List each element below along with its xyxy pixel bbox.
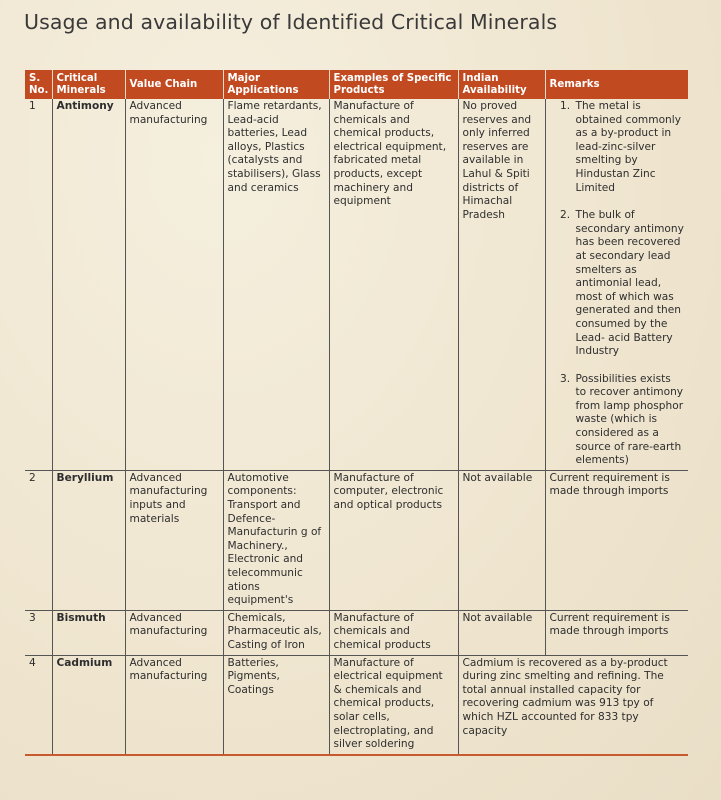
cell-value-chain: Advanced manufacturing inputs and materials — [125, 470, 223, 610]
remarks-list — [550, 100, 685, 468]
remark-item: 3. Possibilities exists to recover antimony from lamp phosphor waste (which is considered as a source of rare-earth elements) — [574, 373, 685, 468]
header-sno: S. No. — [25, 70, 52, 99]
cell-availability: Not available — [458, 610, 545, 655]
cell-availability: No proved reserves and only inferred reserves are available in Lahul & Spiti districts of Himachal Pradesh — [458, 99, 545, 470]
header-critical-minerals: Critical Minerals — [52, 70, 125, 99]
cell-applications: Flame retardants, Lead-acid batteries, Lead alloys, Plastics (catalysts and stabilisers), Glass and ceramics — [223, 99, 329, 470]
cell-sno: 1 — [25, 99, 52, 470]
cell-remarks: Current requirement is made through imports — [545, 470, 688, 610]
header-value-chain: Value Chain — [125, 70, 223, 99]
cell-examples: Manufacture of electrical equipment & chemicals and chemical products, solar cells, electroplating, and silver soldering — [329, 655, 458, 755]
cell-value-chain: Advanced manufacturing — [125, 655, 223, 755]
remark-item: 2. The bulk of secondary antimony has been recovered at secondary lead smelters as antimonial lead, most of which was generated and then consumed by the Lead- acid Battery Industry — [574, 209, 685, 359]
cell-applications: Batteries, Pigments, Coatings — [223, 655, 329, 755]
table-row — [25, 470, 688, 610]
header-indian-availability: Indian Availability — [458, 70, 545, 99]
header-remarks: Remarks — [545, 70, 688, 99]
cell-examples: Manufacture of chemicals and chemical products — [329, 610, 458, 655]
cell-applications: Chemicals, Pharmaceutic als, Casting of Iron — [223, 610, 329, 655]
remark-item: 1. The metal is obtained commonly as a by-product in lead-zinc-silver smelting by Hindustan Zinc Limited — [574, 100, 685, 195]
cell-availability: Not available — [458, 470, 545, 610]
cell-mineral: Cadmium — [52, 655, 125, 755]
header-examples: Examples of Specific Products — [329, 70, 458, 99]
table-row — [25, 99, 688, 470]
page-title: Usage and availability of Identified Critical Minerals — [24, 10, 558, 34]
cell-sno: 4 — [25, 655, 52, 755]
cell-mineral: Bismuth — [52, 610, 125, 655]
cell-sno: 2 — [25, 470, 52, 610]
critical-minerals-table — [25, 70, 688, 756]
cell-remarks: Current requirement is made through imports — [545, 610, 688, 655]
cell-availability-remarks: Cadmium is recovered as a by-product during zinc smelting and refining. The total annual installed capacity for recovering cadmium was 913 tpy of which HZL accounted for 833 tpy capacity — [458, 655, 688, 755]
cell-remarks — [545, 99, 688, 470]
cell-sno: 3 — [25, 610, 52, 655]
cell-mineral: Beryllium — [52, 470, 125, 610]
header-major-applications: Major Applications — [223, 70, 329, 99]
table-header-row — [25, 70, 688, 99]
cell-value-chain: Advanced manufacturing — [125, 99, 223, 470]
cell-examples: Manufacture of computer, electronic and optical products — [329, 470, 458, 610]
cell-mineral: Antimony — [52, 99, 125, 470]
cell-examples: Manufacture of chemicals and chemical products, electrical equipment, fabricated metal products, except machinery and equipment — [329, 99, 458, 470]
cell-applications: Automotive components: Transport and Defence- Manufacturin g of Machinery., Electronic and telecommunic ations equipment's — [223, 470, 329, 610]
cell-value-chain: Advanced manufacturing — [125, 610, 223, 655]
table-row — [25, 610, 688, 655]
table-row — [25, 655, 688, 755]
